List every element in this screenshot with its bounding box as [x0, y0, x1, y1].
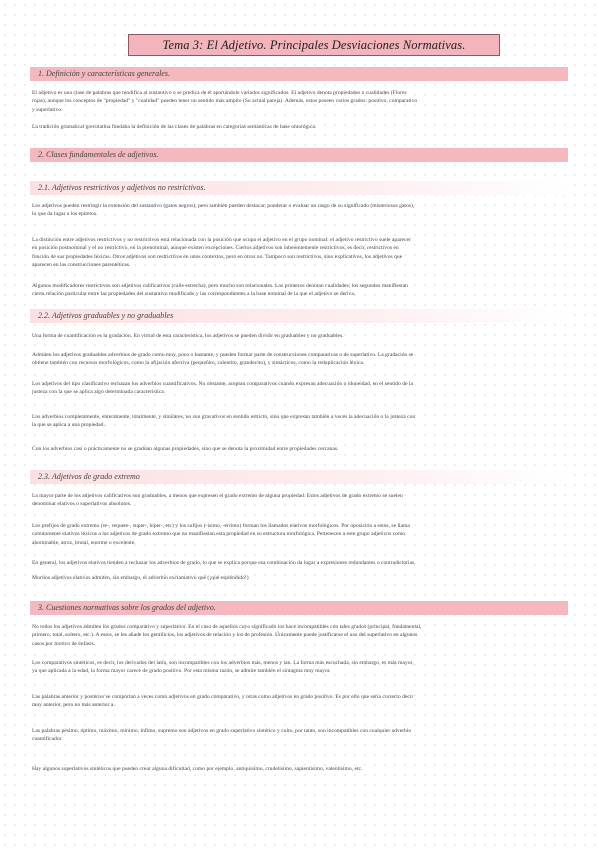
text-line: denominar elativos o superlativos absolutos.	[32, 501, 132, 508]
section-heading-2: 2. Clases fundamentales de adjetivos.	[30, 148, 568, 162]
paragraph-clasificativos	[32, 380, 568, 397]
text-line: casos por motivo de énfasis.	[32, 640, 96, 647]
paragraph-que	[32, 574, 568, 582]
text-line: aparecen en las construcciones parentéticas.	[32, 261, 131, 268]
text-line: cuantificador.	[32, 736, 63, 743]
text-line: Con los adverbios casi o prácticamente no se gradúan algunas propiedades, sino que se denota la proximidad entre propiedades cercanas.	[32, 446, 339, 452]
paragraph-prefixes	[32, 522, 568, 547]
paragraph-distinction	[32, 236, 568, 269]
text-line: Los comparativos sintéticos, es decir, los derivados del latín, son incompatibles con los adverbios más, menos y tan. La forma más escuchada, sin embargo, es más mayor,	[32, 660, 414, 666]
paragraph-completamente	[32, 413, 568, 430]
paragraph-tradition	[32, 123, 568, 131]
text-line: Los prefijos de grado extremo (re-, requete-, super-, híper-, etc) y los sufijos (-ísimo, -érrimo) forman los llamados elativos morfológicos. Por oposición a estos, se llama	[32, 523, 410, 529]
text-line: primero, total, soltero, etc.). A estos, se les añade los gentilicios, los adjetivos de relación y los de profesión. Únicamente puede justificarse el uso del superlativo en algunos	[32, 632, 418, 639]
page-title: Tema 3: El Adjetivo. Principales Desviaciones Normativas.	[162, 37, 466, 52]
paragraph-sinteticos	[32, 765, 568, 773]
text-line: cierta relación particular entre las propiedades del sustantivo modificado y las correspondientes a la base nominal de la que el adjetivo se deriva.	[32, 291, 356, 298]
paragraph-modifiers	[32, 282, 568, 299]
paragraph-casi	[32, 445, 568, 453]
text-line: función de sus propiedades léxicas. Otros adjetivos son restrictivos en unos contextos, pero en otros no. Tampoco son restrictivos, sino explicativos, los adjetivos que	[32, 253, 403, 260]
text-line: Muchos adjetivos elativos admiten, sin embargo, el adverbio exclamativo qué (¡qué espléndido!)	[32, 575, 249, 581]
text-line: Los adjetivos del tipo clasificativo rechazan los adverbios cuantificativos. No obstante, aceptan comparativos cuando expresan adecuación o idoneidad, en el sentido de la	[32, 381, 414, 387]
paragraph-anterior	[32, 693, 568, 710]
section-heading-3: 3. Cuestiones normativas sobre los grados del adjetivo.	[30, 601, 568, 615]
text-line: No todos los adjetivos admiten los grados comparativo y superlativo. En el caso de aquellos cuyo significado los hace incompatibles con tales grados (principal, fundamental,	[32, 624, 422, 630]
text-line: En general, los adjetivos elativos tienden a rechazar los adverbios de grado, lo que se explica porque esa combinación da lugar a expresiones redundantes o contradictorias.	[32, 560, 416, 566]
text-line: y superlativo.	[32, 106, 63, 113]
text-line: Una forma de cuantificación es la gradación. En virtud de esta característica, los adjetivos se pueden dividir en graduables y no graduables.	[32, 333, 344, 339]
text-line: rojas), aunque los conceptos de "propiedad" y "cualidad" pueden tener un sentido más amplio (Su actual pareja). Además, estos poseen varios grados: positivo, comparativo	[32, 98, 418, 105]
paragraph-restrict	[32, 202, 568, 219]
text-line: lo que da lugar a los epítetos.	[32, 211, 98, 218]
section-heading-2-2: 2.2. Adjetivos graduables y no graduables	[30, 309, 568, 323]
page-title-box	[128, 34, 500, 56]
text-line: El adjetivo es una clase de palabras que modifica al sustantivo o se predica de él aportándole variados significados. El adjetivo denota propiedades o cualidades (Flores	[32, 90, 407, 96]
text-line: Hay algunos superlativos sintéticos que pueden crear alguna dificultad, como por ejemplo, antiquísimo, crudelísimo, sapientísimo, valentísimo, etc.	[32, 766, 363, 772]
paragraph-definition	[32, 89, 568, 114]
text-line: en posición postnominal y el no restrictivo, en la prenominal, aunque existen excepciones. Ciertos adjetivos son inherentemente restrictivos, es decir, restrictivos en	[32, 245, 399, 252]
text-line: muy anterior, pero no más anterior a.	[32, 702, 115, 709]
paragraph-gradation	[32, 332, 568, 340]
text-line: La tradición gramatical grecolatina fundaba la definición de las clases de palabras en categorías semánticas de base ontológica.	[32, 124, 317, 130]
text-line: Algunos modificadores restrictivos son adjetivos calificativos (calle estrecha), pero mucho son relacionales. Los primeros denotan cualidades; los segundos manifiestan	[32, 283, 408, 289]
text-line: abominable, atroz, brutal, enorme o excelente.	[32, 539, 136, 546]
text-line: ya que aplicada a la edad, la forma mayor carece de grado positivo. Por esta misma razón, se admite también el sintagma muy mayor.	[32, 668, 331, 675]
paragraph-elatives-general	[32, 559, 568, 567]
paragraph-extreme	[32, 492, 568, 509]
paragraph-comparativos	[32, 659, 568, 676]
section-heading-2-1: 2.1. Adjetivos restrictivos y adjetivos no restrictivos.	[30, 181, 568, 195]
text-line: Los adjetivos pueden restringir la extensión del sustantivo (gatos negros), pero también pueden destacar, ponderar o evaluar un rasgo de su significado (misteriosos gatos),	[32, 203, 415, 209]
text-line: La mayor parte de los adjetivos calificativos son graduables, a menos que expresen el grado extremo de alguna propiedad. Estos adjetivos de grado extremo se suelen	[32, 493, 403, 499]
section-heading-2-3: 2.3. Adjetivos de grado extremo	[30, 470, 568, 484]
paragraph-not-all	[32, 623, 568, 648]
text-line: obtiene también con recursos morfológicos, como la afijación afectiva (pequeñito, calentito, grandecito), y sintácticos, como la reduplicación léxica.	[32, 360, 365, 367]
text-line: comúnmente elativos léxicos a los adjetivos de grado extremo que no manifiestan esta propiedad en su estructura morfológica. Pertenecen a este grupo adjetivos como	[32, 531, 406, 538]
paragraph-graduables	[32, 351, 568, 368]
paragraph-optimo	[32, 727, 568, 744]
text-line: Los adverbios completamente, enteramente, totalmente, y similares, no son gravativos en sentido estricto, sino que expresan también a veces la adecuación o la justeza con	[32, 414, 416, 420]
text-line: Admiten los adjetivos graduables adverbios de grado como muy, poco o bastante, y pueden formar parte de construcciones comparativas o de superlativo. La gradación se	[32, 352, 414, 358]
text-line: Las palabras anterior y posterior se comportan a veces como adjetivos en grado comparativo, y otras como adjetivos en grado positivo. Es por ello que sería correcto decir	[32, 694, 414, 700]
text-line: Las palabras pésimo, óptimo, máximo, mínimo, ínfimo, supremo son adjetivos en grado superlativo sintético y culto, por tanto, son incompatibles con cualquier adverbio	[32, 728, 412, 734]
section-heading-1: 1. Definición y características generales.	[30, 67, 568, 81]
text-line: La distinción entre adjetivos restrictivos y no restrictivos está relacionada con la posición que ocupa el adjetivo en el grupo nominal: el adjetivo restrictivo suele aparecer	[32, 237, 411, 243]
text-line: la que se aplica a una propiedad.	[32, 422, 105, 429]
text-line: justeza con la que se aplica algo determinada característica.	[32, 389, 166, 396]
